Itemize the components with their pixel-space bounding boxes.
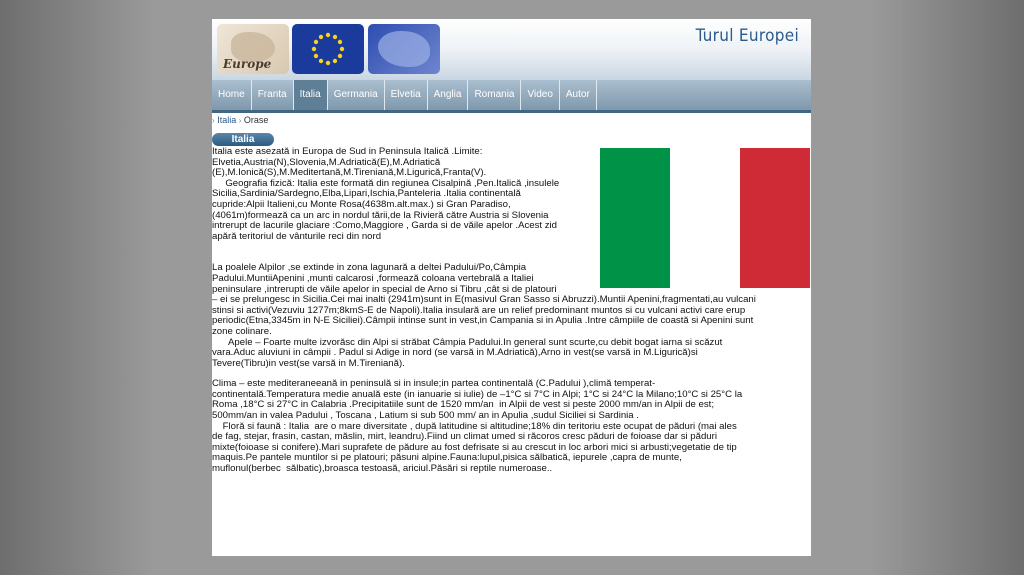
breadcrumb-orase[interactable]: Orase [243,115,269,125]
europe-blue-map-logo[interactable] [368,24,440,74]
nav-romania[interactable]: Romania [468,80,521,110]
article-content [212,147,811,475]
nav-italia[interactable]: Italia [294,80,328,110]
paragraph-relief-start: La poalele Alpilor ,se extinde in zona lagunară a deltei Padului/Po,Câmpia Padului.MuntiiApenini ,munti calcarosi ,formează coloana vertebrală a Italiei peninsulare ,intrerupti de văile apelor in special de Arno si Tibru ,cât si de platouri [212,262,557,295]
eu-flag-logo[interactable] [292,24,364,74]
site-title: Turul Europei [695,26,799,46]
breadcrumb-italia-link[interactable]: Italia [217,115,237,125]
spacer [212,242,811,263]
europe-blue-map-shape [378,31,430,67]
nav-elvetia[interactable]: Elvetia [385,80,428,110]
breadcrumb-arrow-icon: › [238,116,242,125]
nav-autor[interactable]: Autor [560,80,597,110]
main-nav [212,80,811,113]
section-title: Italia [212,133,274,146]
nav-video[interactable]: Video [521,80,559,110]
page-container [212,19,811,556]
breadcrumb [212,115,268,125]
breadcrumb-arrow-icon: › [212,116,215,125]
paragraph-intro: Italia este asezată in Europa de Sud in Peninsula Italică .Limite: Elvetia,Austria(N),Slovenia,M.Adriatică(E),M.Adriatică (E),M.Ionică(S),M.Meditertană,M.Tireniană,M.Ligurică,Franta(V). Geografia fizică: Italia este formată din regiunea Cisalpină ,Pen.Italică ,insulele Sicilia,Sardinia/Sardegno,Elba,Lipari,Ischia,Panteleria .Italia continentală cupride:Alpii Italieni,cu Monte Rosa(4638m.alt.max.) si Gran Paradiso, (4061m)formează ca un arc in nordul tării,de la Rivieră către Austria si Slovenia intrerupt de lacurile glaciare :Como,Maggiore , Garda si de văile apelor .Acest zid apără teritoriul de vânturile reci din nord [212,146,560,242]
eu-stars-icon [292,24,364,74]
europe-logo-text: Europe [223,57,272,71]
nav-anglia[interactable]: Anglia [428,80,469,110]
nav-franta[interactable]: Franta [252,80,294,110]
paragraph-clima: Clima – este mediteraneeană in peninsulă si in insule;in partea continentală (C.Padului ),climă temperat- continentală.Temperatura medie anuală este (in ianuarie si iulie) de –1°C si 7°C in Alpi; 1°C si 24°C la Milano;10°C si 25°C la Roma ,18°C si 27°C in Calabria .Precipitatiile sunt de 1520 mm/an in Alpii de vest si peste 2000 mm/an in Alpii de est; 500mm/an in valea Padului , Toscana , Latium si sub 500 mm/ an in Apulia ,sudul Siciliei si Sardinia . Floră si faună : Italia are o mare diversitate , după latitudine si altitudine;18% din teritoriu este ocupat de păduri (mai ales de fag, stejar, frasin, castan, măslin, mirt, leandru).Fiind un climat umed si răcoros cresc păduri de foioase dar si păduri mixte(foioase si conifere).Mari suprafete de pădure au fost defrisate si au crescut in loc arbori mici si arbusti;vegetatie de tip maquis.Pe pantele muntilor si pe platouri; păsuni alpine.Fauna:lupul,pisica sălbatică, iepurele ,capra de munte, muflonul(berbec sălbatic),broasca testoasă, ariciul.Păsări si reptile numeroase.. [212,378,743,475]
europe-map-logo[interactable] [217,24,289,74]
nav-germania[interactable]: Germania [328,80,385,110]
site-header [212,19,811,80]
nav-home[interactable]: Home [212,80,252,110]
paragraph-relief: – ei se prelungesc in Sicilia.Cei mai inalti (2941m)sunt in E(masivul Gran Sasso si Abruzzi).Muntii Apenini,fragmentati,au vulcani stinsi si activi(Vezuviu 1277m;8kmS-E de Napoli).Italia insulară are un relief predominant muntos si cu vulcani activi care erup periodic(Etna,3345m in N-E Siciliei).Câmpii intinse sunt in vest,in Campania si in Apulia .Intre câmpiile de coastă si Apenini sunt zone colinare. Apele – Foarte multe izvorăsc din Alpi si străbat Câmpia Padului.In general sunt scurte,cu debit bogat iarna si scăzut vara.Aduc aluviuni in câmpii . Padul si Adige in nord (se varsă in M.Adriatică),Arno in vest(se varsă in M.Ligurică)si Tevere(Tibru)in vest(se varsă in M.Tireniană). [212,294,756,369]
